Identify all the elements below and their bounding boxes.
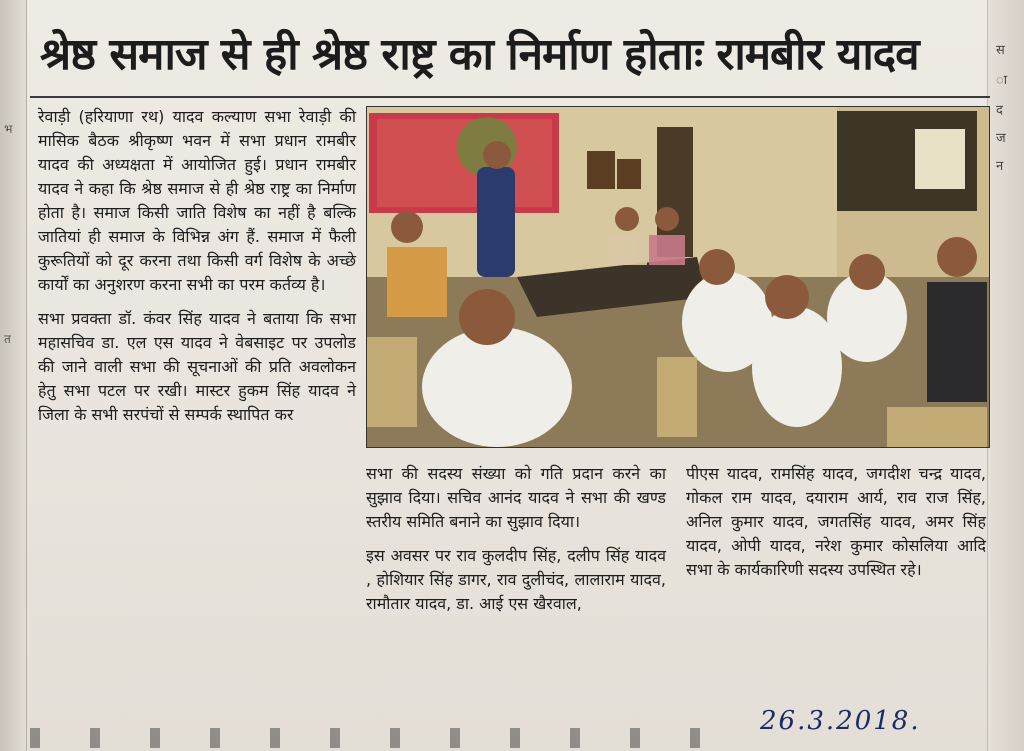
next-article-fragment — [30, 728, 750, 748]
article-paragraph: रेवाड़ी (हरियाणा रथ) यादव कल्याण सभा रेवाड़ी की मासिक बैठक श्रीकृष्ण भवन में सभा प्रधान रामबीर यादव की अध्यक्षता में आयोजित हुई। प्रधान रामबीर यादव ने कहा कि श्रेष्ठ समाज से ही श्रेष्ठ राष्ट्र का निर्माण होता है। समाज किसी जाति विशेष का नहीं है बल्कि जातियां ही समाज के विभिन्न अंग हैं. समाज में फैली कुरूतियों को दूर करना तथा किसी वर्ग विशेष के अच्छे कार्यों का अनुशरण करना सभी का परम कर्तव्य है। — [38, 107, 356, 294]
article-column-3 — [686, 462, 986, 582]
article-column-2 — [366, 462, 666, 616]
handwritten-date: 26.3.2018. — [760, 706, 921, 736]
edge-fragment: द — [996, 103, 1003, 118]
meeting-photo-illustration — [367, 107, 989, 447]
meeting-photo — [366, 106, 990, 448]
adjacent-column-right — [987, 0, 1024, 751]
adjacent-column-left — [0, 0, 27, 751]
edge-fragment: त — [4, 332, 11, 346]
article-paragraph: सभा की सदस्य संख्या को गति प्रदान करने का सुझाव दिया। सचिव आनंद यादव ने सभा की खण्ड स्तरीय समिति बनाने का सुझाव दिया। — [366, 464, 666, 531]
article-paragraph: इस अवसर पर राव कुलदीप सिंह, दलीप सिंह यादव , होशियार सिंह डागर, राव दुलीचंद, लालाराम यादव, रामौतार यादव, डा. आई एस खैरवाल, — [366, 546, 666, 613]
edge-fragment: न — [996, 159, 1004, 174]
edge-fragment: स — [996, 43, 1005, 58]
edge-fragment: भ — [4, 122, 13, 136]
headline: श्रेष्ठ समाज से ही श्रेष्ठ राष्ट्र का निर्माण होताः रामबीर यादव — [40, 29, 919, 80]
article-paragraph: पीएस यादव, रामसिंह यादव, जगदीश चन्द्र यादव, गोकल राम यादव, दयाराम आर्य, राव राज सिंह, अनिल कुमार यादव, जगतसिंह यादव, अमर सिंह यादव, ओपी यादव, नरेश कुमार कोसलिया आदि सभा के कार्यकारिणी सदस्य उपस्थित रहे। — [686, 464, 986, 579]
article-column-1 — [38, 105, 356, 427]
headline-rule — [30, 96, 990, 98]
edge-fragment: ज — [996, 131, 1006, 146]
article-paragraph: सभा प्रवक्ता डॉ. कंवर सिंह यादव ने बताया कि सभा महासचिव डा. एल एस यादव ने वेबसाइट पर उपलोड की जाने वाली सभा की सूचनाओं की प्रति अवलोकन हेतु सभा पटल पर रखी। मास्टर हुकम सिंह यादव ने जिला के सभी सरपंचों से सम्पर्क स्थापित कर — [38, 309, 356, 424]
edge-fragment: ा — [996, 73, 1008, 88]
